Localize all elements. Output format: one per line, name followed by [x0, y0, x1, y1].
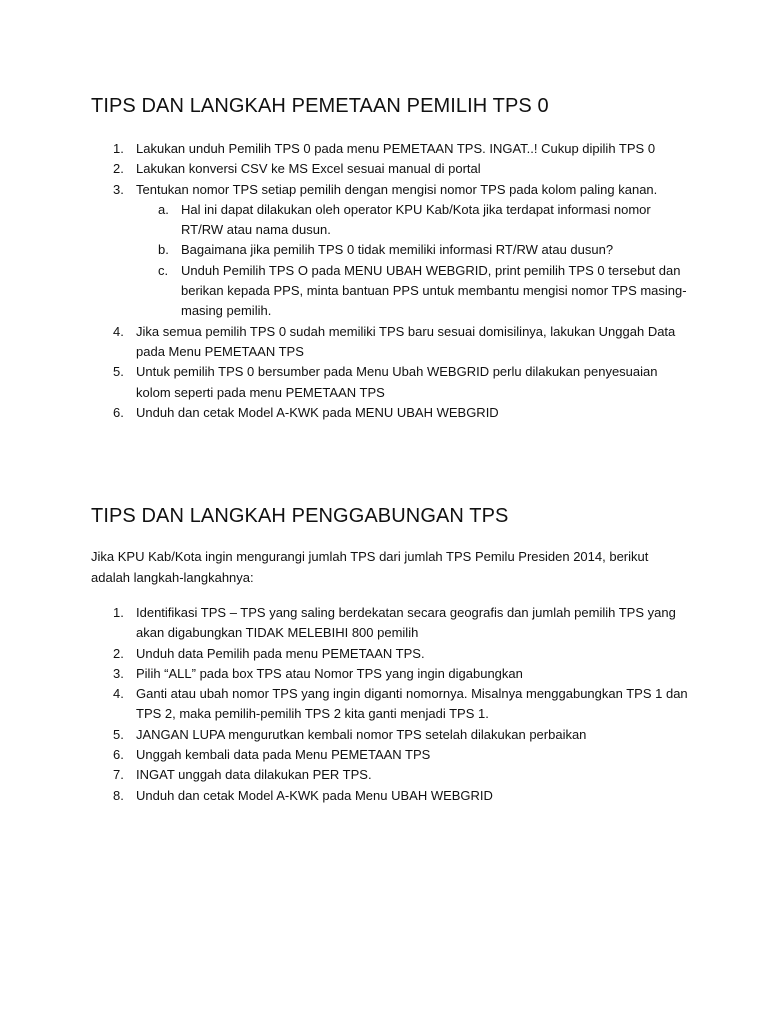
list-item-number: 8. [113, 787, 124, 803]
sub-list-item [136, 261, 691, 322]
list-item [91, 180, 691, 322]
list-item-text: Pilih “ALL” pada box TPS atau Nomor TPS yang ingin digabungkan [136, 665, 523, 681]
list-item-text: INGAT unggah data dilakukan PER TPS. [136, 767, 372, 783]
list-item-text: Identifikasi TPS – TPS yang saling berdekatan secara geografis dan jumlah pemilih TPS yang akan digabungkan TIDAK MELEBIHI 800 pemilih [136, 605, 676, 641]
list-item [91, 322, 691, 363]
list-item-text: JANGAN LUPA mengurutkan kembali nomor TPS setelah dilakukan perbaikan [136, 726, 587, 742]
list-item-number: 3. [113, 181, 124, 197]
sub-list-item-text: Hal ini dapat dilakukan oleh operator KPU Kab/Kota jika terdapat informasi nomor RT/RW atau nama dusun. [181, 201, 651, 238]
list-item-text: Lakukan unduh Pemilih TPS 0 pada menu PEMETAAN TPS. INGAT..! Cukup dipilih TPS 0 [136, 141, 656, 156]
list-item-text: Jika semua pemilih TPS 0 sudah memiliki TPS baru sesuai domisilinya, lakukan Unggah Data pada Menu PEMETAAN TPS [136, 323, 676, 359]
list-item-number: 2. [113, 161, 124, 177]
pemetaan-steps-list [91, 139, 691, 423]
sub-list-item [136, 240, 691, 260]
list-item-number: 5. [113, 726, 124, 742]
list-item [91, 745, 691, 765]
list-item [91, 664, 691, 684]
list-item-number: 1. [113, 605, 124, 620]
sub-list-item-letter: c. [158, 262, 169, 278]
list-item-number: 4. [113, 323, 124, 339]
list-item-number: 2. [113, 645, 124, 661]
section-2-title: TIPS DAN LANGKAH PENGGABUNGAN TPS [91, 505, 509, 527]
list-item-text: Unduh data Pemilih pada menu PEMETAAN TPS. [136, 645, 425, 661]
list-item [91, 362, 691, 403]
list-item-number: 6. [113, 404, 124, 420]
list-item-text: Unggah kembali data pada Menu PEMETAAN TPS [136, 747, 431, 763]
sub-list-item-text: Bagaimana jika pemilih TPS 0 tidak memiliki informasi RT/RW atau dusun? [181, 242, 614, 258]
list-item-text: Untuk pemilih TPS 0 bersumber pada Menu Ubah WEBGRID perlu dilakukan penyesuaian kolom seperti pada menu PEMETAAN TPS [136, 364, 658, 400]
list-item [91, 725, 691, 745]
list-item-number: 7. [113, 767, 124, 783]
list-item [91, 684, 691, 725]
list-item [91, 786, 691, 806]
sub-list-item-text: Unduh Pemilih TPS O pada MENU UBAH WEBGRID, print pemilih TPS 0 tersebut dan berikan kepada PPS, minta bantuan PPS untuk membantu mengisi nomor TPS masing-masing pemilih. [181, 262, 687, 319]
section-2-intro: Jika KPU Kab/Kota ingin mengurangi jumlah TPS dari jumlah TPS Pemilu Presiden 2014, berikut adalah langkah-langkahnya: [91, 549, 649, 585]
list-item-number: 6. [113, 747, 124, 763]
list-item-text: Ganti atau ubah nomor TPS yang ingin diganti nomornya. Misalnya menggabungkan TPS 1 dan TPS 2, maka pemilih-pemilih TPS 2 kita ganti menjadi TPS 1. [136, 686, 688, 722]
list-item [91, 644, 691, 664]
sub-list [136, 200, 691, 322]
list-item [91, 139, 691, 159]
list-item-text: Tentukan nomor TPS setiap pemilih dengan mengisi nomor TPS pada kolom paling kanan. [136, 181, 658, 197]
list-item [91, 765, 691, 785]
list-item-number: 4. [113, 686, 124, 702]
list-item-number: 3. [113, 665, 124, 681]
sub-list-item-letter: a. [158, 201, 169, 217]
section-1-title: TIPS DAN LANGKAH PEMETAAN PEMILIH TPS 0 [91, 95, 549, 117]
list-item-text: Unduh dan cetak Model A-KWK pada MENU UBAH WEBGRID [136, 404, 499, 420]
sub-list-item [136, 200, 691, 241]
list-item-number: 5. [113, 364, 124, 380]
list-item [91, 159, 691, 179]
penggabungan-steps-list [91, 603, 691, 806]
list-item-text: Unduh dan cetak Model A-KWK pada Menu UBAH WEBGRID [136, 787, 493, 803]
list-item-number: 1. [113, 141, 124, 156]
list-item-text: Lakukan konversi CSV ke MS Excel sesuai manual di portal [136, 161, 481, 177]
list-item [91, 603, 691, 644]
list-item [91, 403, 691, 423]
sub-list-item-letter: b. [158, 242, 169, 258]
